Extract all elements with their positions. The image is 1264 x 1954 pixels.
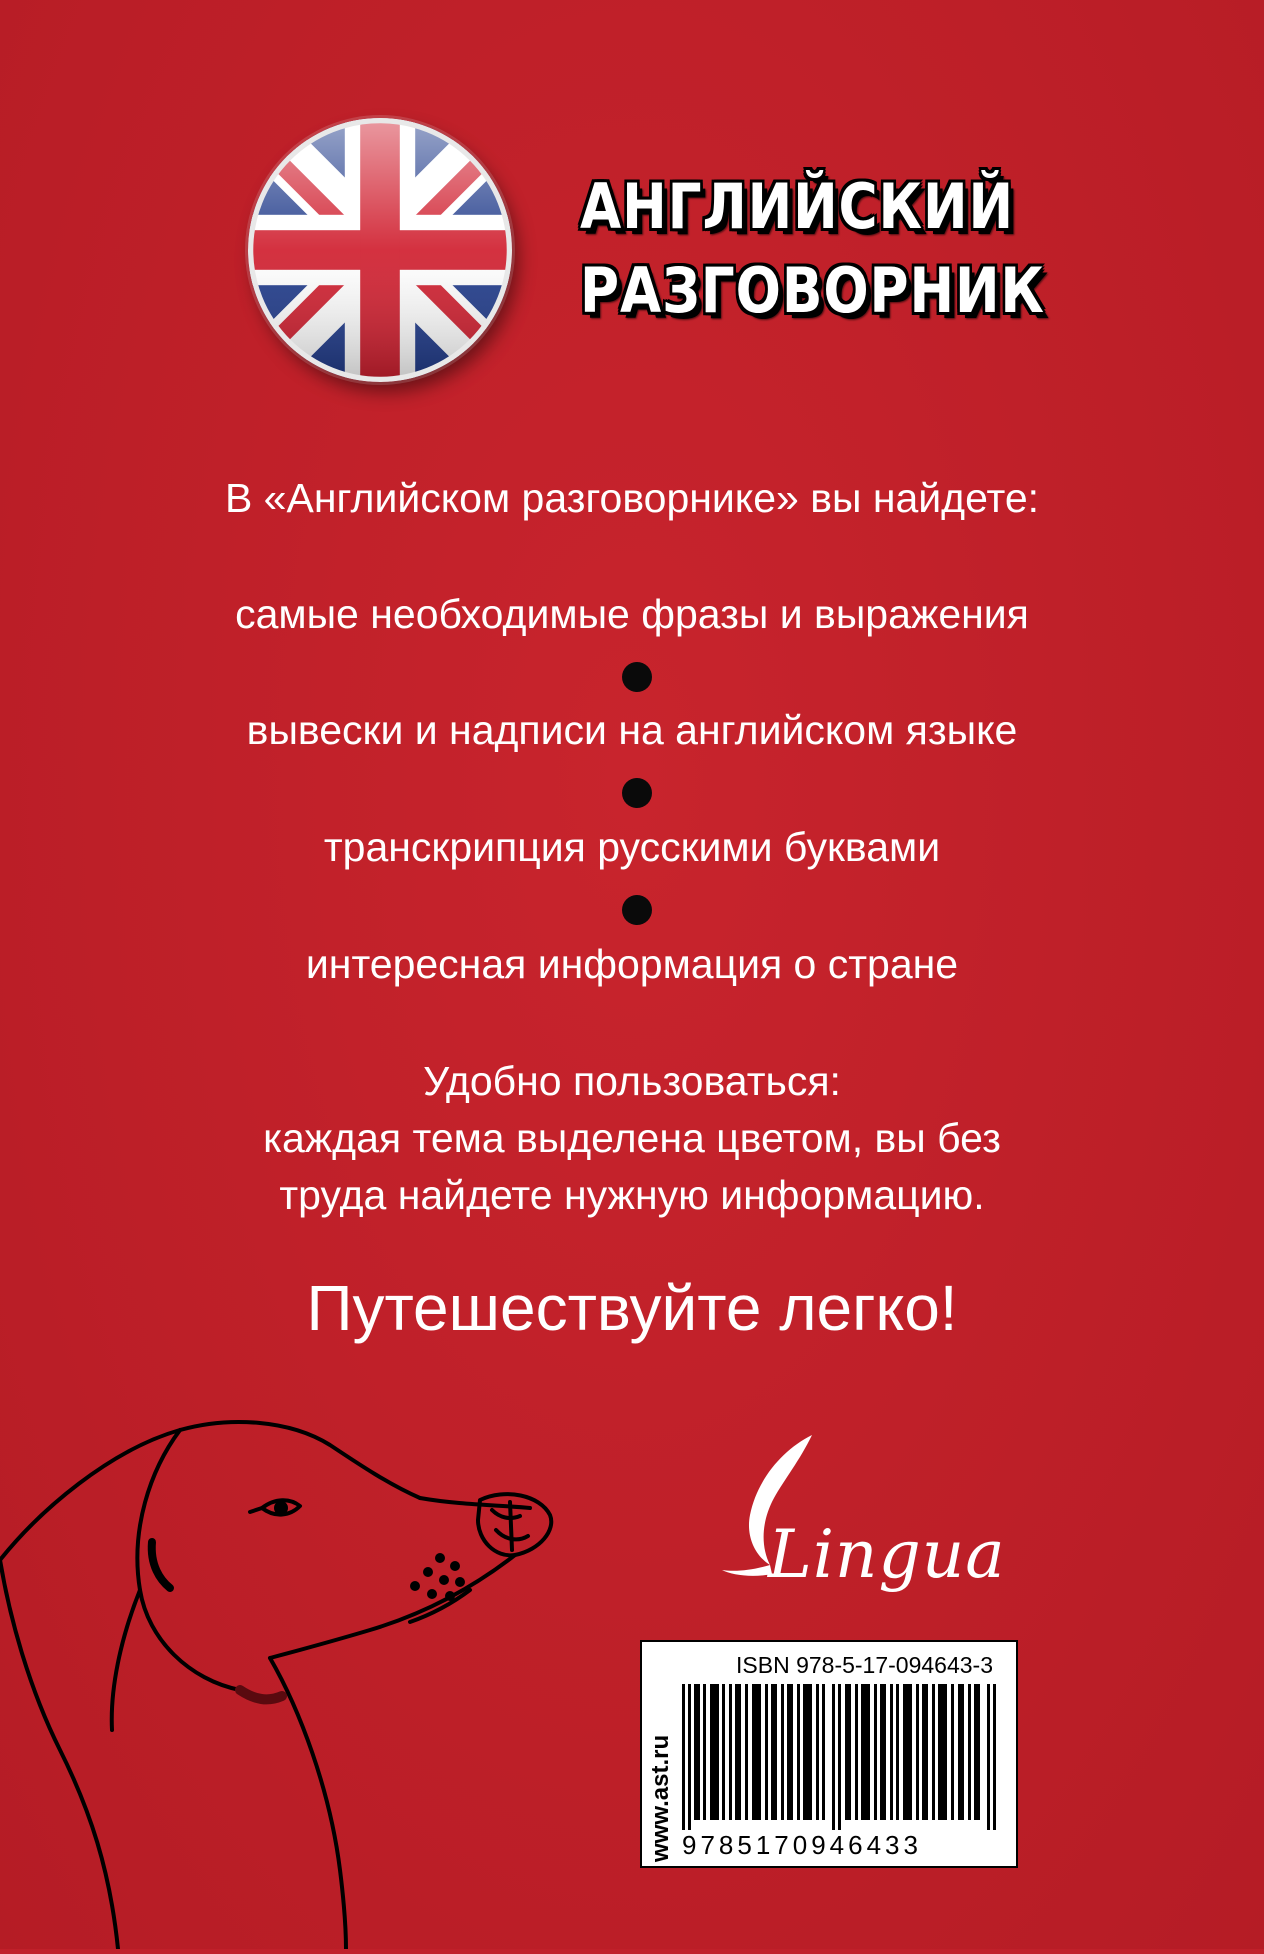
feature-item-3: транскрипция русскими буквами	[323, 824, 941, 870]
slogan: Путешествуйте легко!	[306, 1272, 958, 1344]
isbn-text: ISBN 978-5-17-094643-3	[736, 1652, 993, 1678]
union-jack-badge-icon	[248, 118, 512, 382]
title-line-2: РАЗГОВОРНИК	[580, 254, 1045, 327]
bullet-dot-icon	[622, 895, 652, 925]
bullet-dot-icon	[622, 778, 652, 808]
book-title	[580, 165, 1045, 333]
ean-digits: 9785170946433	[682, 1830, 922, 1860]
title-line-1: АНГЛИЙСКИЙ	[580, 170, 1014, 243]
convenience-line-3: труда найдете нужную информацию.	[279, 1172, 985, 1218]
barcode-bars-icon	[682, 1684, 1004, 1835]
publisher-logo-text: Lingua	[768, 1516, 1006, 1593]
feature-item-4: интересная информация о стране	[305, 941, 959, 987]
intro-text: В «Английском разговорнике» вы найдете:	[224, 475, 1040, 521]
bullet-dot-icon	[622, 662, 652, 692]
feature-item-2: вывески и надписи на английском языке	[246, 707, 1018, 753]
dog-head-illustration-icon	[0, 1390, 580, 1954]
feature-item-1: самые необходимые фразы и выражения	[235, 591, 1029, 637]
convenience-line-1: Удобно пользоваться:	[423, 1058, 841, 1104]
website-text: www.ast.ru	[647, 1734, 674, 1862]
convenience-line-2: каждая тема выделена цветом, вы без	[263, 1115, 1001, 1161]
